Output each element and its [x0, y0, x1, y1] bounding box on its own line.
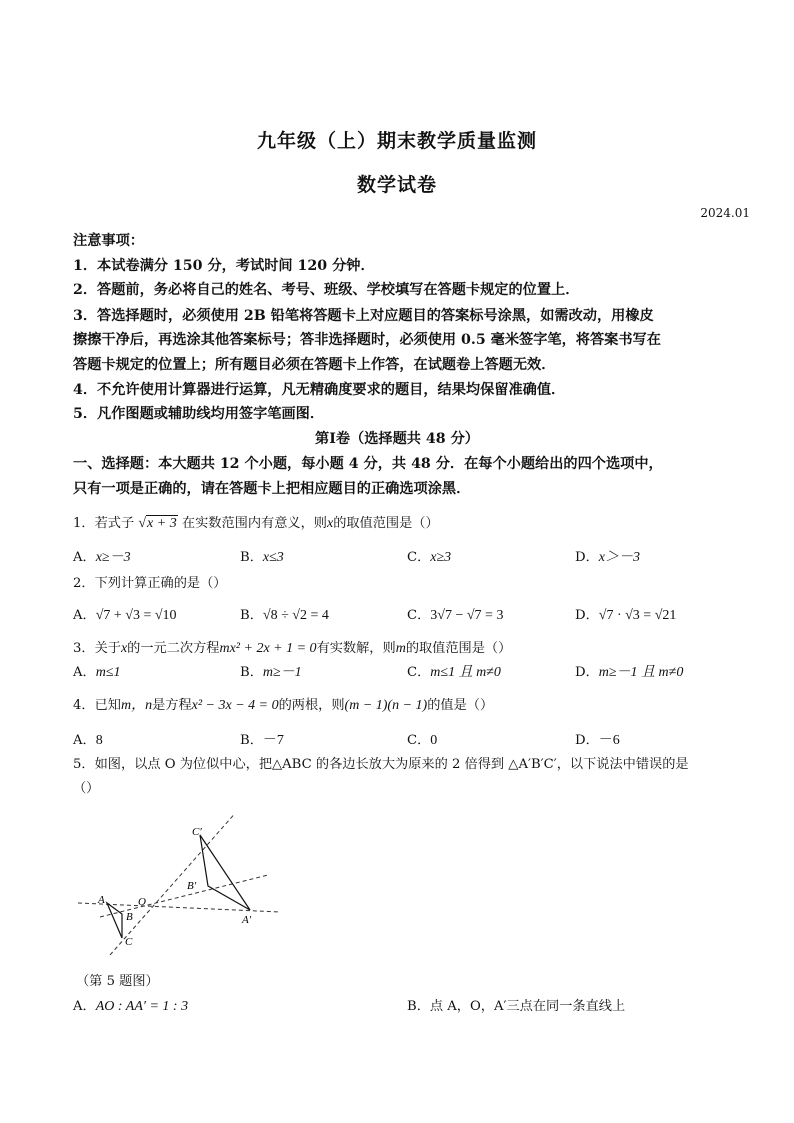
label-b: B — [126, 911, 133, 923]
note-3-cont-1: 擦擦干净后，再选涂其他答案标号；答非选择题时，必须使用 0.5 毫米签字笔，将答案书写在 — [73, 332, 661, 348]
q1-option-a: A．x≥－3 — [73, 550, 131, 565]
q5-similarity-figure — [70, 815, 285, 955]
q4-option-a: A．8 — [73, 733, 103, 748]
note-4: 4．不允许使用计算器进行运算，凡无精确度要求的题目，结果均保留准确值． — [73, 382, 566, 398]
exam-date: 2024.01 — [700, 206, 750, 220]
question-4-stem: 4．已知m，n是方程x² − 3x − 4 = 0的两根，则(m − 1)(n − 1)的值是（） — [73, 698, 494, 713]
label-a-prime: A′ — [242, 914, 252, 926]
question-2-stem: 2．下列计算正确的是（） — [73, 576, 227, 591]
q3-option-a: A．m≤1 — [73, 665, 121, 680]
q2-option-d: D．√7 · √3 = √21 — [575, 608, 677, 623]
note-2: 2．答题前，务必将自己的姓名、考号、班级、学校填写在答题卡规定的位置上． — [73, 282, 580, 298]
label-o: O — [138, 896, 146, 908]
note-3: 3．答选择题时，必须使用 2B 铅笔将答题卡上对应题目的答案标号涂黑，如需改动，用橡皮 — [73, 308, 654, 324]
figure-caption: （第 5 题图） — [76, 974, 159, 989]
label-b-prime: B′ — [187, 880, 197, 892]
question-5-stem: 5．如图，以点 O 为位似中心，把△ABC 的各边长放大为原来的 2 倍得到 △A′B′C′，以下说法中错误的是 — [73, 757, 689, 772]
q3-option-c: C．m≤1 且 m≠0 — [407, 665, 501, 680]
label-a: A — [98, 894, 105, 906]
q3-option-b: B．m≥－1 — [240, 665, 302, 680]
q5-option-b: B．点 A，O，A′三点在同一条直线上 — [407, 999, 626, 1014]
q4-option-c: C．0 — [407, 733, 438, 748]
q2-option-a: A．√7 + √3 = √10 — [73, 608, 177, 623]
question-5-stem-cont: （） — [73, 781, 100, 796]
q2-option-b: B．√8 ÷ √2 = 4 — [240, 608, 329, 623]
exam-subtitle: 数学试卷 — [356, 174, 437, 196]
note-3-cont-2: 答题卡规定的位置上；所有题目必须在答题卡上作答，在试题卷上答题无效． — [73, 357, 556, 373]
note-1: 1．本试卷满分 150 分，考试时间 120 分钟． — [73, 258, 375, 274]
section-title: 第Ⅰ卷（选择题共 48 分） — [315, 431, 479, 447]
triangle-a-prime-b-prime-c-prime — [200, 835, 250, 910]
exam-title: 九年级（上）期末教学质量监测 — [256, 130, 537, 152]
note-5: 5．凡作图题或辅助线均用签字笔画图． — [73, 406, 325, 422]
question-3-stem: 3．关于x的一元二次方程mx² + 2x + 1 = 0有实数解，则m的取值范围是（） — [73, 641, 512, 656]
q4-option-d: D．－6 — [575, 733, 620, 748]
q5-option-a: A．AO : AA′ = 1 : 3 — [73, 999, 189, 1014]
line-c-o-c-prime — [110, 815, 238, 955]
section-intro-1: 一、选择题：本大题共 12 个小题，每小题 4 分，共 48 分．在每个小题给出的四个选项中， — [73, 456, 663, 472]
label-c-prime: C′ — [192, 826, 202, 838]
section-intro-2: 只有一项是正确的，请在答题卡上把相应题目的正确选项涂黑． — [73, 481, 471, 497]
notes-heading: 注意事项： — [73, 233, 144, 249]
q1-option-d: D．x＞－3 — [575, 550, 640, 565]
q4-option-b: B．－7 — [240, 733, 284, 748]
label-c: C — [125, 936, 133, 948]
q2-option-c: C．3√7 − √7 = 3 — [407, 608, 504, 623]
q1-option-c: C．x≥3 — [407, 550, 452, 565]
q1-option-b: B．x≤3 — [240, 550, 284, 565]
triangle-abc — [107, 903, 122, 938]
question-1-stem: 1．若式子 √x + 3 在实数范围内有意义，则x的取值范围是（） — [73, 516, 439, 531]
q3-option-d: D．m≥－1 且 m≠0 — [575, 665, 684, 680]
